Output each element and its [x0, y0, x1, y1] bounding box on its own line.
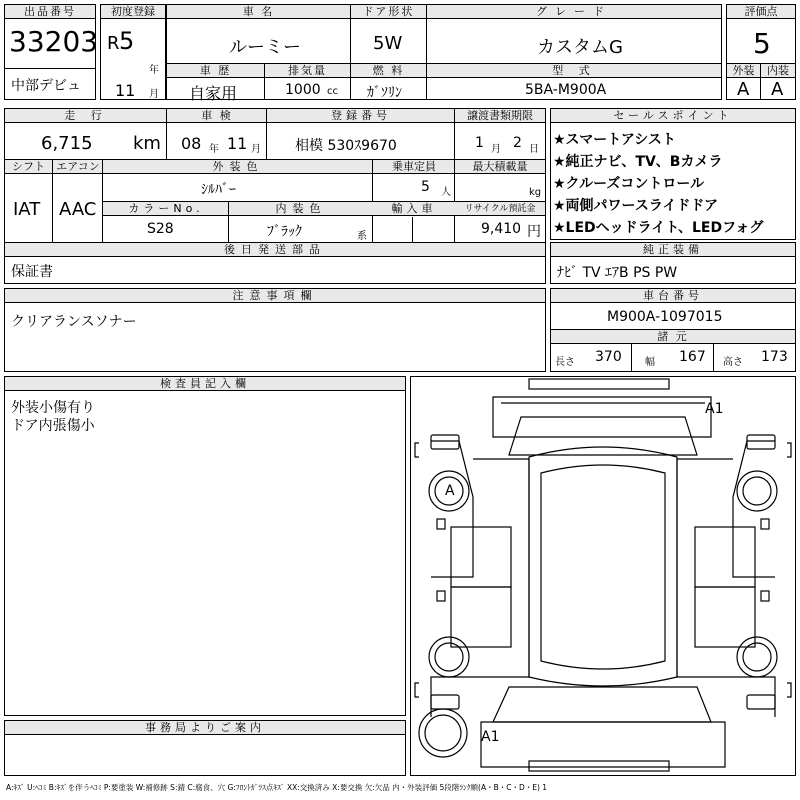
door-type: 5W [373, 33, 403, 54]
mileage-unit: km [133, 133, 161, 154]
later-parts-label: 後日発送部品 [5, 243, 545, 257]
model-value: 5BA-M900A [525, 82, 607, 98]
mileage-label: 走 行 [5, 109, 167, 123]
venue-name: 中部デビュ [11, 78, 81, 94]
inspection-year: 08 [181, 134, 202, 153]
equipment-box [550, 242, 796, 284]
lot-number: 33203 [9, 25, 99, 58]
legend-text: A:ｷｽﾞ U:ﾍｺﾐ B:ｷｽﾞを伴うﾍｺﾐ P:要塗装 W:補修跡 S:錆 C:腐食、穴 G:ﾌﾛﾝﾄｶﾞﾗｽ点ｷｽﾞ XX:交換済み X:要交換 欠:欠品 内・外装評価 5段階ﾗﾝｸ順(A・B・C・D・E) 1 [6, 783, 548, 792]
load-unit: kg [529, 187, 542, 198]
interior-color-value: ﾌﾞﾗｯｸ [267, 224, 302, 240]
shift-value: IAT [13, 199, 41, 220]
capacity-label: 乗車定員 [373, 160, 455, 174]
length-value: 370 [595, 349, 622, 365]
capacity-value: 5 [421, 179, 430, 195]
car-name-label: 車 名 [167, 5, 351, 19]
damage-mark-a1-bottom: A1 [481, 729, 500, 745]
interior-grade-label: 内装 [761, 64, 795, 78]
grade: カスタムG [537, 37, 623, 58]
score-label: 評価点 [727, 5, 795, 19]
inspector-label: 検査員記入欄 [5, 377, 405, 391]
interior-color-label: 内装色 [229, 202, 373, 216]
inspection-year-unit: 年 [209, 144, 219, 155]
car-diagram [410, 376, 796, 776]
car-name: ルーミー [229, 37, 301, 58]
transfer-label: 譲渡書類期限 [455, 109, 545, 123]
displacement-unit: cc [327, 86, 338, 97]
sales-point-2: ★純正ナビ、TV、Bカメラ [553, 154, 723, 170]
lot-box [4, 4, 99, 100]
width-label: 幅 [645, 357, 655, 368]
inspector-line-2: ドア内張傷小 [11, 418, 95, 434]
mileage-value: 6,715 [41, 133, 93, 154]
notes-box [4, 288, 546, 372]
chassis-box [550, 288, 796, 372]
damage-mark-a-left: A [445, 483, 455, 499]
upper-block [166, 4, 722, 103]
color-label: 外装色 [103, 160, 373, 174]
sales-points-box [550, 108, 796, 240]
interior-grade: A [771, 79, 784, 100]
height-label: 高さ [723, 357, 743, 368]
equipment-label: 純正装備 [551, 243, 795, 257]
model-label: 型 式 [427, 64, 721, 78]
recycle-label: リサイクル預託金 [455, 202, 545, 216]
import-label: 輸入車 [373, 202, 455, 216]
door-label: ドア形状 [351, 5, 427, 19]
sales-point-5: ★LEDヘッドライト、LEDフォグ [553, 220, 764, 236]
width-value: 167 [679, 349, 706, 365]
office-label: 事務局よりご案内 [5, 721, 405, 735]
displacement-value: 1000 [285, 82, 321, 98]
inspection-month: 11 [227, 134, 248, 153]
inspector-box [4, 376, 406, 716]
office-box [4, 720, 406, 776]
inspector-line-1: 外装小傷有り [11, 400, 95, 416]
damage-mark-a1-top: A1 [705, 401, 724, 417]
capacity-unit: 人 [441, 187, 451, 198]
sales-point-1: ★スマートアシスト [553, 132, 676, 148]
exterior-grade: A [737, 79, 750, 100]
score-box [726, 4, 796, 100]
inspection-label: 車 検 [167, 109, 267, 123]
transfer-day: 2 [513, 135, 522, 151]
history-value: 自家用 [189, 84, 238, 103]
first-reg-year: 5 [119, 27, 135, 55]
first-reg-month: 11 [115, 81, 136, 100]
interior-color-unit: 系 [357, 231, 367, 242]
equipment-value: ﾅﾋﾞ TV ｴｱB PS PW [557, 265, 678, 281]
notes-text: クリアランスソナー [11, 314, 137, 330]
exterior-grade-label: 外装 [727, 64, 761, 78]
recycle-value: 9,410 [481, 221, 522, 237]
transfer-day-unit: 日 [529, 144, 539, 155]
score-value: 5 [753, 27, 771, 60]
transfer-month: 1 [475, 135, 484, 151]
plate-value: 相模 530ｽ9670 [295, 138, 397, 154]
first-reg-box [100, 4, 166, 100]
displacement-label: 排気量 [265, 64, 351, 78]
dims-label: 諸 元 [551, 330, 795, 344]
color-no-value: S28 [147, 221, 174, 237]
ac-label: エアコン [53, 160, 103, 174]
fuel-label: 燃 料 [351, 64, 427, 78]
load-label: 最大積載量 [455, 160, 545, 174]
fuel-value: ｶﾞｿﾘﾝ [367, 85, 402, 101]
plate-label: 登録番号 [267, 109, 455, 123]
ac-value: AAC [59, 199, 97, 220]
lot-label: 出品番号 [5, 5, 95, 19]
sales-points-label: セールスポイント [551, 109, 795, 123]
recycle-unit: 円 [527, 224, 541, 240]
first-reg-year-unit: 年 [149, 65, 159, 76]
chassis-label: 車台番号 [551, 289, 795, 303]
later-parts-value: 保証書 [11, 264, 53, 280]
shift-label: シフト [5, 160, 53, 174]
history-label: 車 歴 [167, 64, 265, 78]
transfer-month-unit: 月 [491, 144, 501, 155]
color-value: ｼﾙﾊﾞｰ [201, 182, 236, 198]
sales-point-4: ★両側パワースライドドア [553, 198, 719, 214]
first-reg-month-unit: 月 [149, 89, 159, 100]
first-reg-label: 初度登録 [101, 5, 165, 19]
inspection-month-unit: 月 [251, 144, 261, 155]
height-value: 173 [761, 349, 788, 365]
sales-point-3: ★クルーズコントロール [553, 176, 705, 192]
grade-label: グレード [427, 5, 721, 19]
color-no-label: カラーNo. [103, 202, 229, 216]
length-label: 長さ [555, 357, 575, 368]
chassis-number: M900A-1097015 [607, 309, 723, 325]
notes-label: 注意事項欄 [5, 289, 545, 303]
specs-block [4, 108, 546, 284]
first-reg-era: R [107, 33, 120, 54]
car-outline-diagram [411, 377, 795, 775]
